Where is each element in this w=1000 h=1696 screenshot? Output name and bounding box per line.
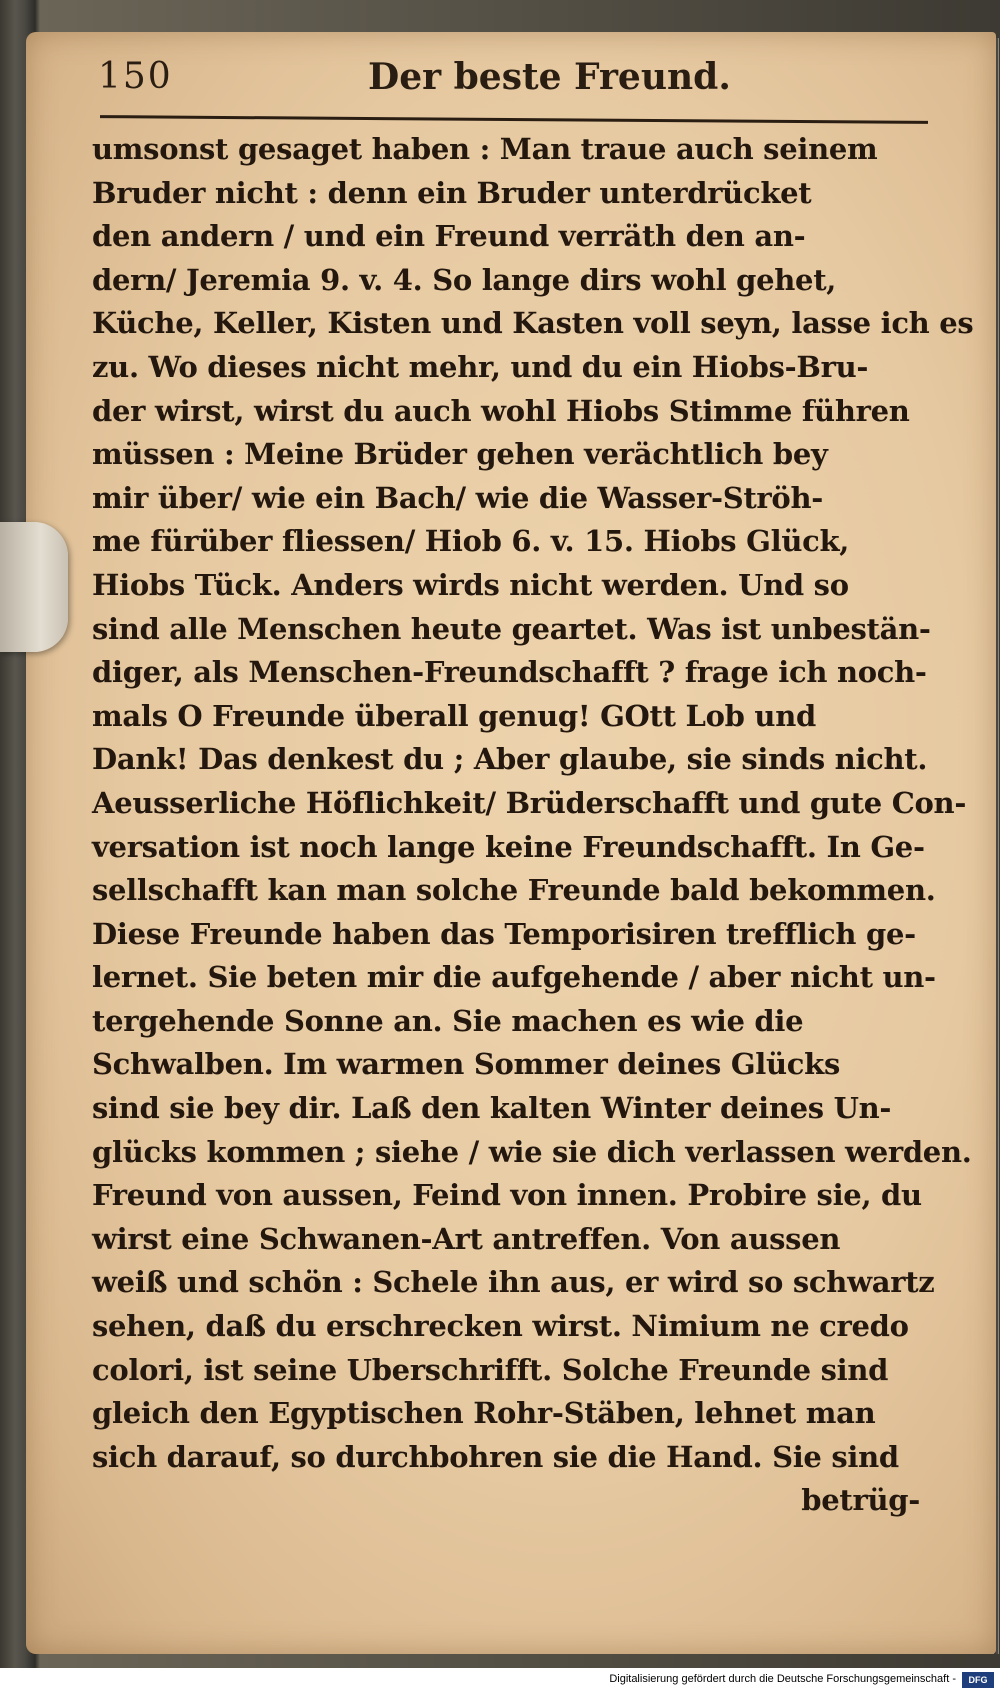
catchword: betrüg- — [801, 1483, 920, 1518]
footer-credit: Digitalisierung gefördert durch die Deutsche Forschungsgemeinschaft - — [609, 1673, 956, 1685]
text-line: Dank! Das denkest du ; Aber glaube, sie sinds nicht. — [92, 742, 928, 777]
text-line: colori, ist seine Uberschrifft. Solche Freunde sind — [92, 1352, 889, 1387]
page-clip — [0, 522, 68, 652]
text-line: gleich den Egyptischen Rohr-Stäben, lehnet man — [92, 1396, 876, 1431]
text-line: sehen, daß du erschrecken wirst. Nimium ne credo — [92, 1309, 909, 1344]
text-line: Hiobs Tück. Anders wirds nicht werden. Und so — [92, 567, 849, 602]
text-line: wirst eine Schwanen-Art antreffen. Von aussen — [92, 1221, 841, 1256]
body-text — [92, 128, 974, 1523]
page-number: 150 — [98, 56, 173, 97]
text-line: sellschafft kan man solche Freunde bald bekommen. — [92, 873, 936, 908]
text-line: sich darauf, so durchbohren sie die Hand. Sie sind — [92, 1439, 899, 1474]
text-line: sind alle Menschen heute geartet. Was ist unbestän- — [92, 611, 931, 646]
running-title: Der beste Freund. — [368, 56, 731, 98]
dfg-logo: DFG — [962, 1672, 994, 1688]
text-line: versation ist noch lange keine Freundschafft. In Ge- — [92, 829, 925, 864]
text-line: den andern / und ein Freund verräth den an- — [92, 219, 806, 254]
text-line: sind sie bey dir. Laß den kalten Winter deines Un- — [92, 1091, 892, 1126]
text-line: Aeusserliche Höflichkeit/ Brüderschafft und gute Con- — [92, 785, 967, 820]
text-line: Diese Freunde haben das Temporisiren trefflich ge- — [92, 916, 916, 951]
text-line: me fürüber fliessen/ Hiob 6. v. 15. Hiobs Glück, — [92, 524, 850, 559]
text-line: müssen : Meine Brüder gehen verächtlich bey — [92, 437, 828, 472]
text-line: umsonst gesaget haben : Man traue auch seinem — [92, 132, 878, 166]
footer-bar — [0, 1668, 1000, 1696]
text-line: Schwalben. Im warmen Sommer deines Glücks — [92, 1047, 840, 1082]
text-line: lernet. Sie beten mir die aufgehende / aber nicht un- — [92, 960, 936, 995]
text-line: weiß und schön : Schele ihn aus, er wird so schwartz — [92, 1265, 935, 1300]
text-line: tergehende Sonne an. Sie machen es wie die — [92, 1003, 804, 1038]
text-line: Freund von aussen, Feind von innen. Probire sie, du — [92, 1178, 922, 1213]
text-line: Küche, Keller, Kisten und Kasten voll seyn, lasse ich es — [92, 306, 974, 341]
text-line: glücks kommen ; siehe / wie sie dich verlassen werden. — [92, 1134, 972, 1169]
text-line: Bruder nicht : denn ein Bruder unterdrücket — [92, 175, 812, 210]
page-header — [98, 50, 908, 98]
text-line: mir über/ wie ein Bach/ wie die Wasser-Ströh- — [92, 480, 823, 515]
text-line: diger, als Menschen-Freundschafft ? frage ich noch- — [92, 655, 927, 690]
text-line: dern/ Jeremia 9. v. 4. So lange dirs wohl gehet, — [92, 262, 837, 297]
text-line: der wirst, wirst du auch wohl Hiobs Stimme führen — [92, 393, 910, 428]
text-line: mals O Freunde überall genug! GOtt Lob und — [92, 698, 816, 733]
text-line: zu. Wo dieses nicht mehr, und du ein Hiobs-Bru- — [92, 349, 869, 384]
